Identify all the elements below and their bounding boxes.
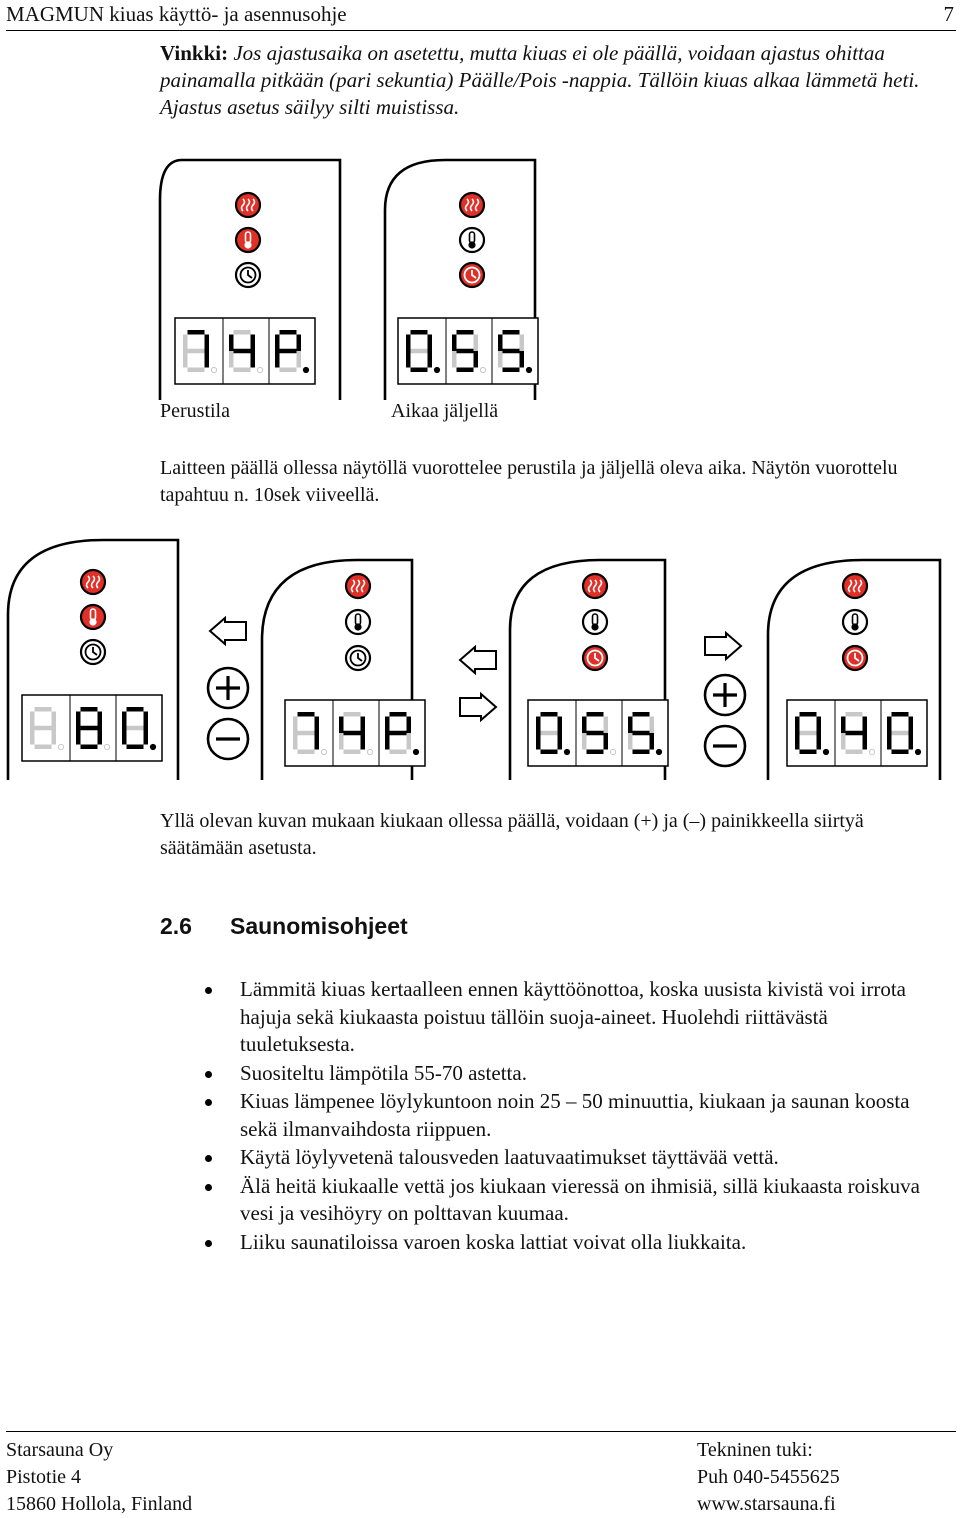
segment-g	[188, 349, 205, 354]
footer-support-label: Tekninen tuki:	[697, 1439, 813, 1461]
segment-f	[841, 717, 846, 734]
clock-led	[236, 263, 260, 287]
decimal-point	[257, 367, 262, 372]
segment-d	[411, 368, 428, 373]
segment-g	[457, 349, 474, 354]
segment-e	[385, 733, 390, 750]
segment-f	[122, 712, 127, 729]
segment-e	[406, 351, 411, 368]
segment-b	[863, 717, 868, 734]
footer-city: 15860 Hollola, Finland	[6, 1493, 193, 1515]
segment-b	[98, 712, 103, 729]
list-item: Käytä löylyvetenä talousveden laatuvaatimukset täyttävää vettä.	[200, 1144, 940, 1172]
page-number: 7	[943, 2, 954, 26]
clock-led	[346, 646, 370, 670]
segment-f	[582, 717, 587, 734]
thermometer-bulb	[89, 618, 96, 625]
clock-led	[81, 640, 105, 664]
thermometer-led	[460, 228, 484, 252]
control-panel	[385, 160, 538, 400]
segment-c	[98, 728, 103, 745]
segment-a	[298, 712, 315, 717]
segment-d	[587, 750, 604, 755]
heat-led	[81, 570, 105, 594]
segment-g	[503, 349, 520, 354]
segment-e	[536, 733, 541, 750]
segment-g	[35, 726, 52, 731]
section-title: Saunomisohjeet	[230, 913, 408, 939]
section-number: 2.6	[160, 913, 192, 939]
figure-2-drawing	[0, 535, 960, 785]
bullet-icon	[205, 1155, 212, 1162]
segment-e	[293, 733, 298, 750]
segment-a	[800, 712, 817, 717]
segment-d	[846, 750, 863, 755]
segment-a	[633, 712, 650, 717]
thermometer-bulb	[468, 241, 475, 248]
segment-g	[344, 731, 361, 736]
segment-b	[315, 717, 320, 734]
segment-f	[30, 712, 35, 729]
list-item: Suositeltu lämpötila 55-70 astetta.	[200, 1060, 940, 1088]
footer-support	[697, 1437, 840, 1518]
segment-c	[650, 733, 655, 750]
segment-e	[452, 351, 457, 368]
segment-g	[411, 349, 428, 354]
segment-f	[183, 335, 188, 352]
segment-g	[298, 731, 315, 736]
thermometer-led	[236, 228, 260, 252]
segment-a	[411, 330, 428, 335]
segment-a	[457, 330, 474, 335]
segment-b	[817, 717, 822, 734]
bullet-icon	[205, 1240, 212, 1247]
segment-g	[846, 731, 863, 736]
seven-segment-display	[22, 695, 162, 761]
decimal-point	[367, 749, 372, 754]
thermometer-bulb	[591, 623, 598, 630]
decimal-point	[656, 749, 661, 754]
segment-d	[633, 750, 650, 755]
segment-c	[315, 733, 320, 750]
thermometer-led	[81, 605, 105, 629]
segment-b	[205, 335, 210, 352]
segment-d	[892, 750, 909, 755]
segment-a	[81, 707, 98, 712]
list-item: Liiku saunatiloissa varoen koska lattiat voivat olla liukkaita.	[200, 1229, 940, 1257]
thermometer-bulb	[354, 623, 361, 630]
figure-1-drawing	[150, 155, 570, 405]
document-title: MAGMUN kiuas käyttö- ja asennusohje	[6, 2, 347, 26]
segment-g	[541, 731, 558, 736]
segment-d	[390, 750, 407, 755]
segment-e	[183, 351, 188, 368]
segment-b	[251, 335, 256, 352]
segment-g	[633, 731, 650, 736]
segment-c	[205, 351, 210, 368]
segment-a	[541, 712, 558, 717]
minus-button-icon	[705, 726, 745, 766]
control-panel	[160, 160, 340, 400]
segment-e	[582, 733, 587, 750]
footer-website[interactable]: www.starsauna.fi	[697, 1493, 836, 1515]
segment-f	[275, 335, 280, 352]
decimal-point	[823, 749, 828, 754]
segment-c	[407, 733, 412, 750]
heat-led	[843, 574, 867, 598]
segment-d	[188, 368, 205, 373]
clock-led	[460, 263, 484, 287]
segment-c	[520, 351, 525, 368]
paragraph-display-alternation: Laitteen päällä ollessa näytöllä vuorottelee perustila ja jäljellä oleva aika. Näytön vuorottelu tapahtuu n. 10sek viiveellä.	[160, 457, 898, 506]
decimal-point	[321, 749, 326, 754]
segment-c	[428, 351, 433, 368]
segment-d	[81, 745, 98, 750]
segment-c	[604, 733, 609, 750]
segment-d	[503, 368, 520, 373]
segment-g	[587, 731, 604, 736]
decimal-point	[480, 367, 485, 372]
segment-d	[127, 745, 144, 750]
segment-e	[887, 733, 892, 750]
segment-c	[144, 728, 149, 745]
thermometer-led	[346, 610, 370, 634]
control-panel	[510, 560, 668, 780]
heat-led	[346, 574, 370, 598]
segment-c	[52, 728, 57, 745]
seven-segment-display	[398, 318, 538, 384]
seven-segment-display	[285, 700, 425, 766]
thermometer-bulb	[244, 241, 251, 248]
figure-adjust-sequence	[0, 535, 960, 785]
segment-c	[297, 351, 302, 368]
segment-g	[81, 726, 98, 731]
arrow-left-icon	[460, 647, 496, 673]
segment-a	[127, 707, 144, 712]
heat-led	[460, 193, 484, 217]
segment-e	[841, 733, 846, 750]
segment-c	[909, 733, 914, 750]
segment-g	[280, 349, 297, 354]
segment-a	[846, 712, 863, 717]
segment-d	[234, 368, 251, 373]
paragraph-adjust-setting: Yllä olevan kuvan mukaan kiukaan ollessa päällä, voidaan (+) ja (–) painikkeella siirtyä säätämään asetusta.	[160, 810, 864, 859]
segment-e	[628, 733, 633, 750]
minus-button-icon	[208, 719, 248, 759]
segment-f	[887, 717, 892, 734]
decimal-point	[413, 749, 418, 754]
tip-label: Vinkki:	[160, 41, 229, 65]
segment-c	[474, 351, 479, 368]
segment-e	[30, 728, 35, 745]
segment-f	[628, 717, 633, 734]
tip-paragraph	[160, 40, 950, 121]
segment-d	[541, 750, 558, 755]
segment-b	[428, 335, 433, 352]
decimal-point	[564, 749, 569, 754]
heat-led	[236, 193, 260, 217]
segment-b	[407, 717, 412, 734]
decimal-point	[58, 744, 63, 749]
thermometer-led	[583, 610, 607, 634]
arrow-right-icon	[705, 633, 741, 659]
segment-c	[251, 351, 256, 368]
segment-a	[188, 330, 205, 335]
list-item: Älä heitä kiukaalle vettä jos kiukaan vieressä on ihmisiä, sillä kiukaasta roiskuva vesi ja vesihöyry on polttavan kuumaa.	[200, 1173, 940, 1228]
arrow-right-icon	[460, 694, 496, 720]
segment-e	[122, 728, 127, 745]
control-panel	[262, 560, 425, 780]
segment-d	[800, 750, 817, 755]
segment-b	[52, 712, 57, 729]
segment-f	[795, 717, 800, 734]
segment-d	[457, 368, 474, 373]
segment-e	[229, 351, 234, 368]
seven-segment-display	[528, 700, 668, 766]
decimal-point	[526, 367, 531, 372]
segment-e	[275, 351, 280, 368]
segment-b	[604, 717, 609, 734]
segment-f	[385, 717, 390, 734]
segment-f	[293, 717, 298, 734]
clock-led	[583, 646, 607, 670]
section-heading	[160, 913, 408, 940]
segment-c	[558, 733, 563, 750]
list-item: Kiuas lämpenee löylykuntoon noin 25 – 50 minuuttia, kiukaan ja saunan koosta sekä ilmanvaihdosta riippuen.	[200, 1088, 940, 1143]
decimal-point	[915, 749, 920, 754]
segment-b	[361, 717, 366, 734]
footer-phone: Puh 040-5455625	[697, 1466, 840, 1488]
segment-b	[909, 717, 914, 734]
segment-a	[344, 712, 361, 717]
segment-a	[503, 330, 520, 335]
bullet-icon	[205, 987, 212, 994]
bullet-icon	[205, 1071, 212, 1078]
segment-f	[536, 717, 541, 734]
decimal-point	[211, 367, 216, 372]
segment-d	[280, 368, 297, 373]
thermometer-led	[843, 610, 867, 634]
heat-led	[583, 574, 607, 598]
segment-c	[817, 733, 822, 750]
segment-b	[650, 717, 655, 734]
segment-b	[474, 335, 479, 352]
bullet-icon	[205, 1184, 212, 1191]
footer-company	[6, 1437, 192, 1518]
caption-aikaa-jaljella: Aikaa jäljellä	[391, 400, 499, 422]
sauna-instructions-list	[200, 976, 940, 1257]
segment-e	[76, 728, 81, 745]
segment-f	[229, 335, 234, 352]
segment-a	[234, 330, 251, 335]
segment-f	[76, 712, 81, 729]
segment-d	[298, 750, 315, 755]
footer-rule	[6, 1431, 956, 1432]
segment-d	[35, 745, 52, 750]
list-item: Lämmitä kiuas kertaalleen ennen käyttöönottoa, koska uusista kivistä voi irrota hajuja sekä kiukaasta poistuu tällöin suoja-aineet. Huolehdi riittävästä tuuletuksesta.	[200, 976, 940, 1059]
segment-g	[800, 731, 817, 736]
segment-g	[390, 731, 407, 736]
segment-e	[498, 351, 503, 368]
decimal-point	[104, 744, 109, 749]
segment-g	[892, 731, 909, 736]
page-header	[6, 0, 956, 31]
segment-c	[863, 733, 868, 750]
decimal-point	[303, 367, 308, 372]
segment-e	[339, 733, 344, 750]
segment-e	[795, 733, 800, 750]
segment-b	[144, 712, 149, 729]
segment-b	[297, 335, 302, 352]
thermometer-bulb	[851, 623, 858, 630]
segment-f	[339, 717, 344, 734]
segment-f	[498, 335, 503, 352]
segment-a	[587, 712, 604, 717]
footer-company-name: Starsauna Oy	[6, 1439, 114, 1461]
footer-street: Pistotie 4	[6, 1466, 82, 1488]
segment-a	[280, 330, 297, 335]
segment-g	[234, 349, 251, 354]
seven-segment-display	[787, 700, 927, 766]
decimal-point	[869, 749, 874, 754]
segment-c	[361, 733, 366, 750]
segment-f	[406, 335, 411, 352]
clock-led	[843, 646, 867, 670]
control-panel	[768, 560, 940, 780]
arrow-left-icon	[210, 618, 246, 644]
segment-a	[35, 707, 52, 712]
caption-perustila: Perustila	[160, 400, 230, 422]
plus-button-icon	[705, 675, 745, 715]
segment-a	[390, 712, 407, 717]
segment-f	[452, 335, 457, 352]
control-panel	[8, 540, 178, 780]
segment-g	[127, 726, 144, 731]
decimal-point	[150, 744, 155, 749]
segment-b	[520, 335, 525, 352]
seven-segment-display	[175, 318, 315, 384]
decimal-point	[434, 367, 439, 372]
figure-basic-state	[150, 155, 570, 405]
plus-button-icon	[208, 668, 248, 708]
segment-d	[344, 750, 361, 755]
tip-text: Jos ajastusaika on asetettu, mutta kiuas ei ole päällä, voidaan ajastus ohittaa painamalla pitkään (pari sekuntia) Päälle/Pois -nappia. Tällöin kiuas alkaa lämmetä heti. Ajastus asetus säilyy silti muistissa.	[160, 41, 920, 119]
bullet-icon	[205, 1099, 212, 1106]
segment-a	[892, 712, 909, 717]
decimal-point	[610, 749, 615, 754]
segment-b	[558, 717, 563, 734]
